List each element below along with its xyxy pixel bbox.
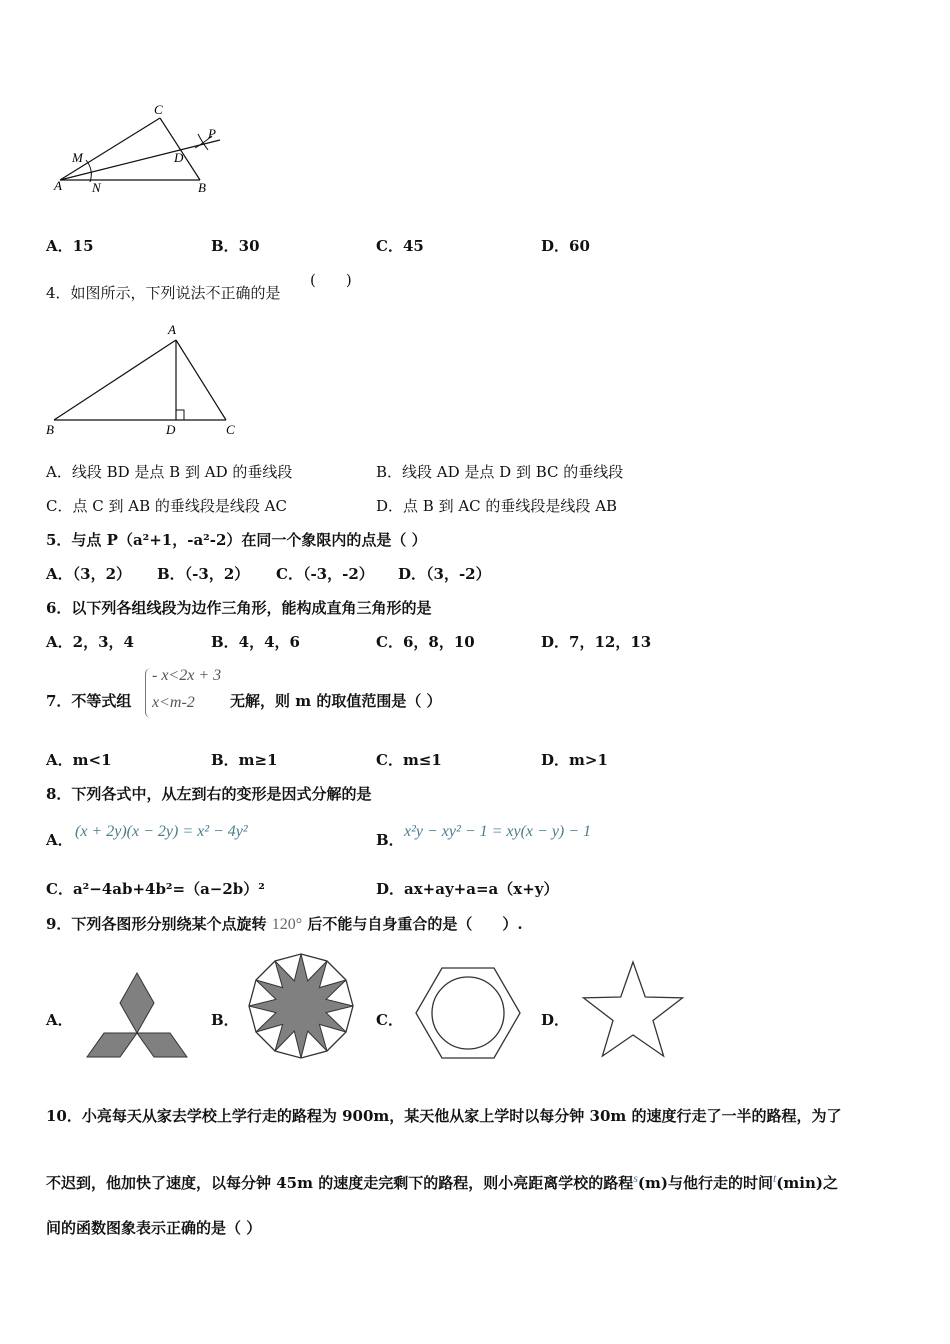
q7-system-brace (145, 668, 152, 718)
q9-option-d-label[interactable]: D． (541, 1011, 570, 1029)
q6-option-d[interactable]: D．7，12，13 (541, 633, 652, 651)
q3-option-a[interactable]: A．15 (46, 237, 94, 255)
q4-stem-text: 4．如图所示，下列说法不正确的是 (46, 284, 281, 302)
q4-option-c[interactable]: C．点 C 到 AB 的垂线段是线段 AC (46, 497, 287, 515)
q9-option-b-shapes (249, 954, 353, 1058)
q7-prefix: 7．不等式组 (46, 692, 132, 710)
q5-option-b[interactable]: B．（-3，2） (157, 565, 250, 583)
q5-stem: 5．与点 P（a²+1，-a²-2）在同一个象限内的点是（ ） (46, 531, 427, 549)
q8-option-b-formula: x²y − xy² − 1 = xy(x − y) − 1 (404, 823, 592, 840)
q3-label-b: B (198, 180, 206, 195)
q3-option-b[interactable]: B．30 (211, 237, 260, 255)
q7-option-b[interactable]: B．m≥1 (211, 751, 278, 769)
q4-label-b: B (46, 422, 54, 437)
q9-option-b-star-in-polygon-figure (245, 950, 357, 1062)
q3-option-c[interactable]: C．45 (376, 237, 424, 255)
q4-label-c: C (226, 422, 235, 437)
q3-label-d: D (174, 150, 184, 165)
q8-option-d[interactable]: D．ax+ay+a=a（x+y） (376, 880, 559, 898)
q9-option-a-label[interactable]: A． (46, 1011, 73, 1029)
q10-line2-post: (min)之 (776, 1174, 838, 1192)
q10-var-t: t (772, 1171, 777, 1185)
q4-option-d[interactable]: D．点 B 到 AC 的垂线段是线段 AB (376, 497, 618, 515)
q4-triangle-figure (40, 320, 250, 440)
q3-label-n: N (92, 180, 101, 195)
q9-option-d-star (584, 962, 683, 1056)
q6-option-a[interactable]: A．2，3，4 (46, 633, 134, 651)
q9-option-b-label[interactable]: B． (211, 1011, 239, 1029)
q7-line2: x<m-2 (152, 694, 195, 711)
q3-label-c: C (154, 102, 163, 117)
q4-label-a: A (168, 322, 176, 337)
q7-suffix: 无解，则 m 的取值范围是（ ） (230, 692, 442, 710)
q10-line2-pre: 不迟到，他加快了速度，以每分钟 45m 的速度走完剩下的路程，则小亮距离学校的路程 (46, 1174, 634, 1192)
q10-line3: 间的函数图象表示正确的是（ ） (46, 1219, 262, 1237)
q3-label-a: A (54, 178, 62, 193)
q5-option-d[interactable]: D．（3，-2） (398, 565, 491, 583)
q10-line2-mid: (m)与他行走的时间 (637, 1174, 773, 1192)
q8-stem: 8．下列各式中，从左到右的变形是因式分解的是 (46, 785, 372, 803)
q9-stem (46, 914, 523, 935)
q8-option-c[interactable]: C．a²−4ab+4b²=（a−2b）² (46, 880, 265, 898)
q8-option-a-formula: (x + 2y)(x − 2y) = x² − 4y² (75, 823, 248, 840)
q4-blank: ( ) (310, 271, 352, 289)
q8-option-a-label[interactable]: A． (46, 831, 73, 849)
q4-stem (46, 283, 281, 303)
q4-option-b[interactable]: B．线段 AD 是点 D 到 BC 的垂线段 (376, 463, 624, 481)
q6-option-c[interactable]: C．6，8，10 (376, 633, 475, 651)
q9-option-c-circle-in-hexagon-figure (414, 966, 522, 1060)
q5-option-c[interactable]: C．（-3，-2） (276, 565, 374, 583)
q10-var-s: s (633, 1171, 638, 1185)
q6-option-b[interactable]: B．4，4，6 (211, 633, 300, 651)
q3-triangle-figure (50, 100, 230, 200)
q9-option-a-three-rhombus-figure (82, 965, 192, 1065)
q9-stem-post: 后不能与自身重合的是（ ）. (307, 915, 523, 933)
q3-label-p: P (208, 126, 216, 141)
q10-line1: 10．小亮每天从家去学校上学行走的路程为 900m，某天他从家上学时以每分钟 30m 的速度行走了一半的路程，为了 (46, 1107, 842, 1125)
q8-option-b-label[interactable]: B． (376, 831, 404, 849)
q7-option-d[interactable]: D．m>1 (541, 751, 608, 769)
q6-stem: 6．以下列各组线段为边作三角形，能构成直角三角形的是 (46, 599, 432, 617)
q3-option-d[interactable]: D．60 (541, 237, 590, 255)
q4-option-a[interactable]: A．线段 BD 是点 B 到 AD 的垂线段 (46, 463, 293, 481)
q9-angle: 120° (271, 916, 303, 933)
q10-line2 (46, 1168, 838, 1193)
q7-option-c[interactable]: C．m≤1 (376, 751, 442, 769)
q7-line1: - x<2x + 3 (152, 667, 222, 684)
q9-option-d-five-point-star-figure (580, 958, 686, 1062)
q9-option-b-star (249, 954, 353, 1058)
q9-stem-pre: 9．下列各图形分别绕某个点旋转 (46, 915, 267, 933)
q3-label-m: M (72, 150, 83, 165)
q5-option-a[interactable]: A．（3，2） (46, 565, 132, 583)
q4-label-d: D (166, 422, 176, 437)
q9-option-c-label[interactable]: C． (376, 1011, 403, 1029)
q7-option-a[interactable]: A．m<1 (46, 751, 112, 769)
